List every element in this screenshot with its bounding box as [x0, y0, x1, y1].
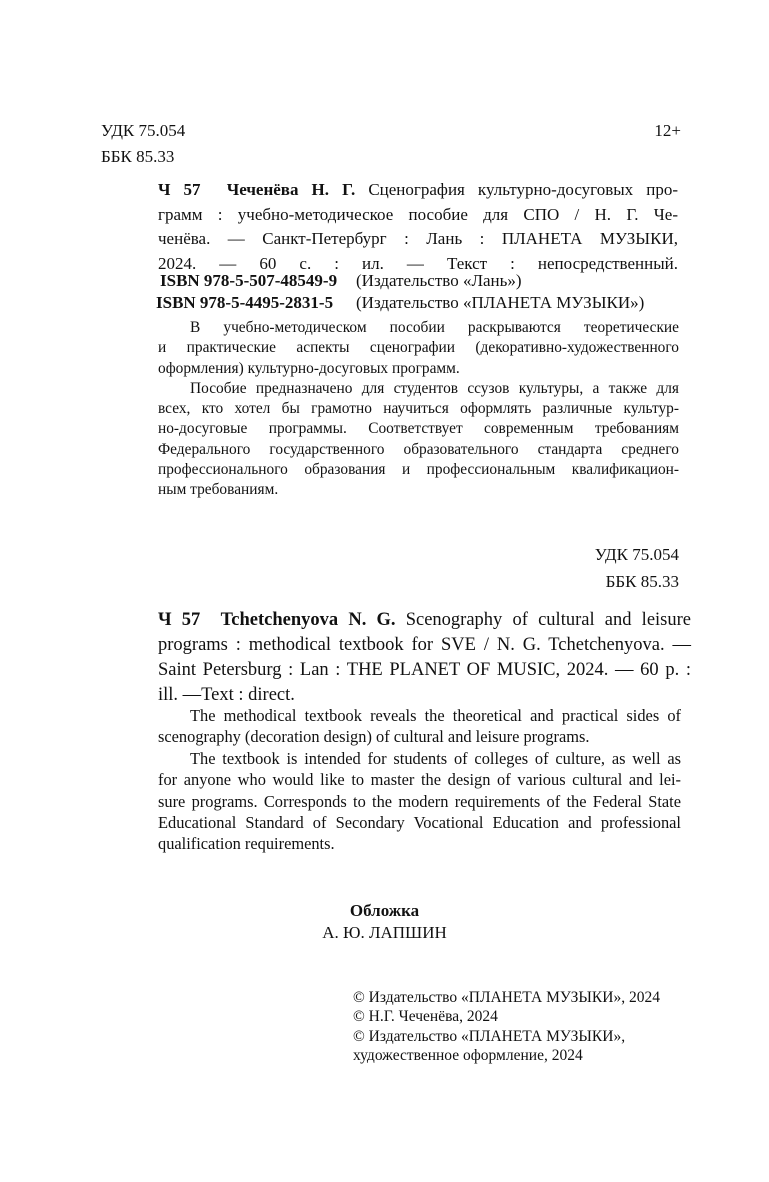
annotation-line: профессионального образования и профессиональным квалификацион-	[158, 461, 679, 479]
annotation-line: The methodical textbook reveals the theoretical and practical sides of	[190, 706, 681, 725]
annotation-line: scenography (decoration design) of cultural and leisure programs.	[158, 727, 590, 747]
copyright-block	[353, 988, 660, 1065]
copyright-line: © Н.Г. Чеченёва, 2024	[353, 1008, 498, 1026]
udk-code: УДК 75.054	[594, 545, 679, 564]
annotation-line: The textbook is intended for students of colleges of culture, as well as	[190, 748, 681, 768]
bib-en-author: Tchetchenyova N. G.	[220, 610, 396, 630]
bbk-code: ББК 85.33	[605, 572, 679, 591]
annotation-line: ным требованиям.	[158, 481, 279, 499]
bib-en-title: Scenography of cultural and leisure	[405, 610, 691, 630]
age-rating: 12+	[654, 121, 681, 140]
bib-ru-line: ченёва. — Санкт-Петербург : Лань : ПЛАНЕТА МУЗЫКИ,	[158, 229, 678, 248]
udk-code: УДК 75.054	[101, 121, 186, 140]
annotation-line: В учебно-методическом пособии раскрываются теоретические	[190, 319, 679, 336]
isbn-publisher: (Издательство «Лань»)	[356, 271, 522, 290]
bib-en-line: Saint Petersburg : Lan : THE PLANET OF MUSIC, 2024. — 60 p. :	[158, 660, 691, 680]
annotation-line: qualification requirements.	[158, 834, 335, 854]
annotation-line: for anyone who would like to master the design of various cultural and lei-	[158, 770, 681, 790]
annotation-line: Пособие предназначено для студентов ссузов культуры, а также для	[190, 379, 679, 397]
annotation-line: и практические аспекты сценографии (декоративно-художественного	[158, 339, 679, 357]
copyright-line: художественное оформление, 2024	[353, 1046, 583, 1064]
annotation-line: Федерального государственного образовательного стандарта среднего	[158, 440, 679, 458]
bib-en-code: Ч 57	[158, 610, 201, 630]
cover-designer: А. Ю. ЛАПШИН	[322, 923, 447, 942]
bib-ru-code: Ч 57	[158, 180, 201, 199]
isbn-number: ISBN 978-5-507-48549-9	[160, 271, 338, 290]
classification-right	[595, 541, 679, 595]
bib-en-line: programs : methodical textbook for SVE / N. G. Tchetchenyova. —	[158, 635, 691, 655]
annotation-ru	[158, 318, 679, 501]
bib-ru-title: Сценография культурно-досуговых про-	[368, 180, 678, 199]
bbk-code: ББК 85.33	[101, 147, 175, 166]
annotation-line: оформления) культурно-досуговых программ.	[158, 359, 460, 377]
cover-credit	[0, 900, 769, 944]
bib-ru-author: Чеченёва Н. Г.	[226, 180, 356, 199]
annotation-line: всех, кто хотел бы грамотно научиться оформлять различные культур-	[158, 400, 679, 418]
bibliographic-record-en	[158, 608, 691, 708]
bib-ru-line	[158, 178, 678, 203]
annotation-en	[158, 705, 681, 855]
copyright-line: © Издательство «ПЛАНЕТА МУЗЫКИ», 2024	[353, 989, 660, 1006]
bib-ru-line: грамм : учебно-методическое пособие для СПО / Н. Г. Че-	[158, 204, 678, 224]
annotation-line: sure programs. Corresponds to the modern requirements of the Federal State	[158, 791, 681, 811]
bib-en-line: ill. —Text : direct.	[158, 685, 295, 705]
annotation-line: но-досуговые программы. Соответствует современным требованиям	[158, 420, 679, 438]
bib-en-line	[158, 608, 691, 633]
isbn-entry	[160, 270, 522, 292]
isbn-number: ISBN 978-5-4495-2831-5	[156, 293, 334, 312]
copyright-line: © Издательство «ПЛАНЕТА МУЗЫКИ»,	[353, 1027, 626, 1045]
cover-title: Обложка	[349, 901, 420, 920]
bibliographic-record-ru	[158, 178, 678, 276]
isbn-publisher: (Издательство «ПЛАНЕТА МУЗЫКИ»)	[356, 293, 645, 312]
header-classification	[101, 118, 185, 170]
annotation-line: Educational Standard of Secondary Vocational Education and professional	[158, 813, 681, 833]
isbn-entry	[156, 292, 644, 314]
bib-ru-line: 2024. — 60 с. : ил. — Текст : непосредственный.	[158, 253, 678, 273]
